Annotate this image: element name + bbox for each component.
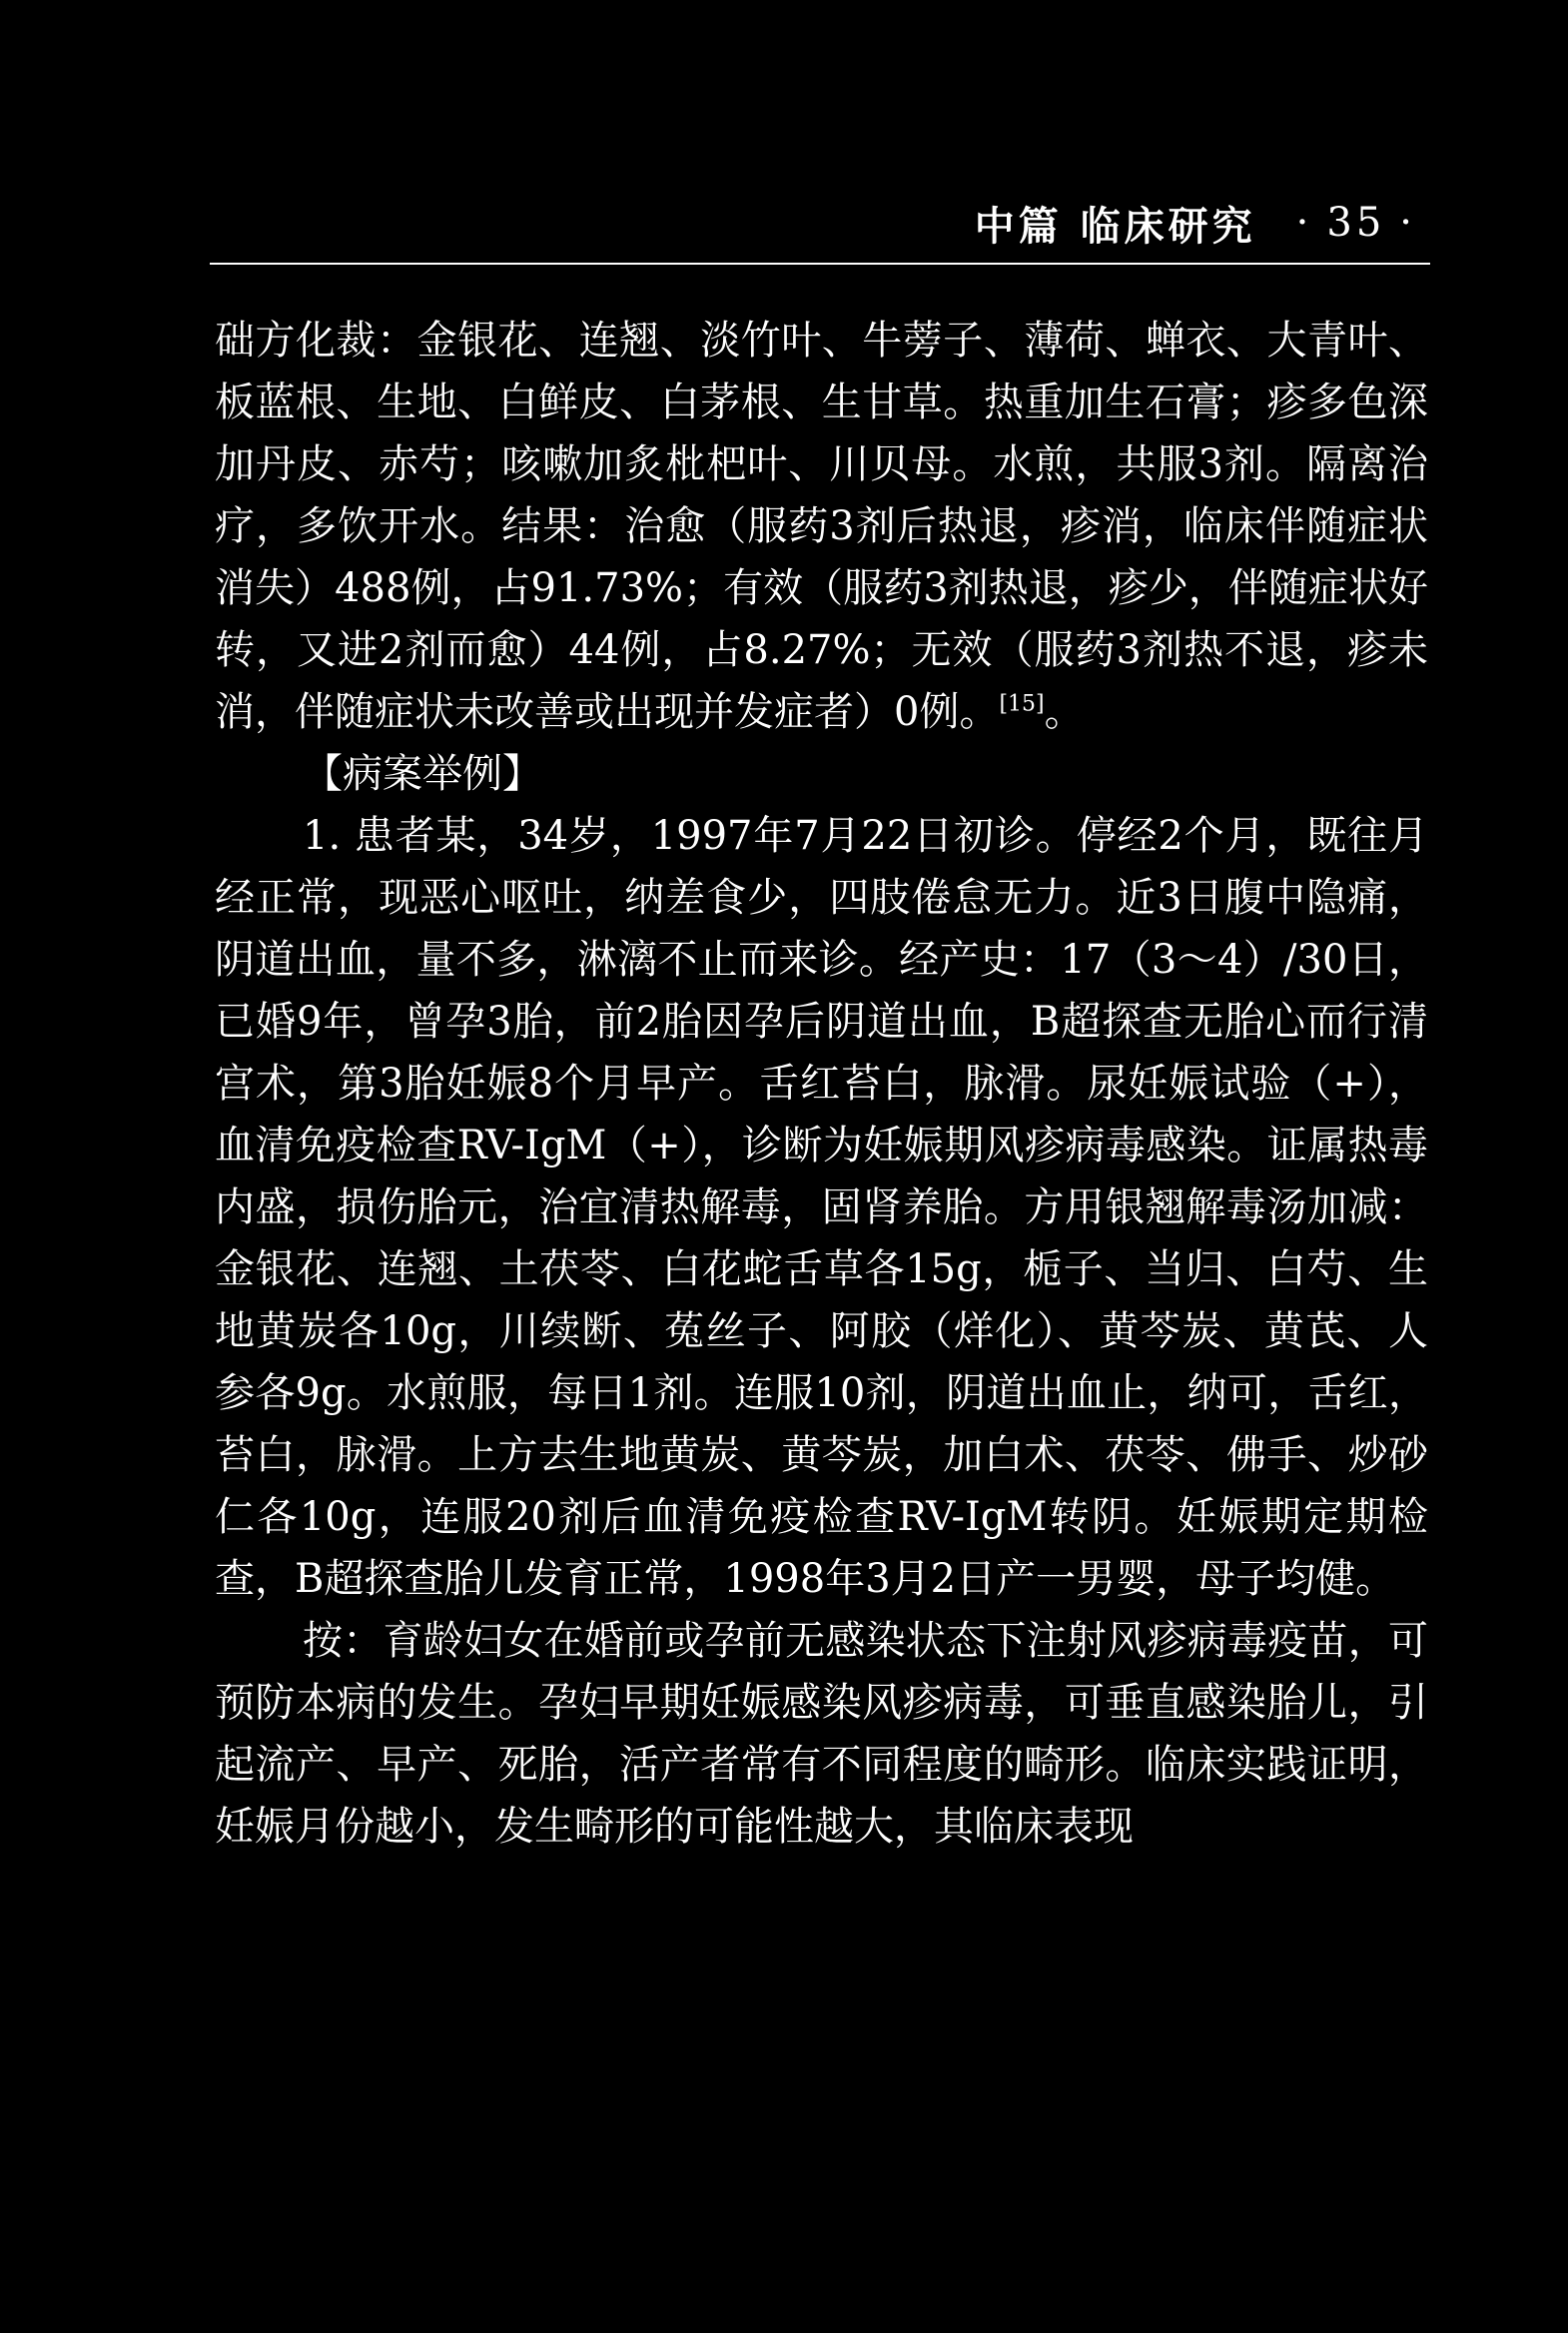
header-rule: [210, 263, 1430, 265]
header-dot-right: ·: [1399, 200, 1416, 246]
running-header: [210, 193, 1430, 253]
paragraph-2: 1. 患者某，34岁，1997年7月22日初诊。停经2个月，既往月经正常，现恶心呕吐，纳差食少，四肢倦怠无力。近3日腹中隐痛，阴道出血，量不多，淋漓不止而来诊。经产史：17（3～4）/30日，已婚9年，曾孕3胎，前2胎因孕后阴道出血，B超探查无胎心而行清宫术，第3胎妊娠8个月早产。舌红苔白，脉滑。尿妊娠试验（+），血清免疫检查RV-IgM（+），诊断为妊娠期风疹病毒感染。证属热毒内盛，损伤胎元，治宜清热解毒，固肾养胎。方用银翘解毒汤加减：金银花、连翘、土茯苓、白花蛇舌草各15g，栀子、当归、白芍、生地黄炭各10g，川续断、菟丝子、阿胶（烊化）、黄芩炭、黄芪、人参各9g。水煎服，每日1剂。连服10剂，阴道出血止，纳可，舌红，苔白，脉滑。上方去生地黄炭、黄芩炭，加白术、茯苓、佛手、炒砂仁各10g，连服20剂后血清免疫检查RV-IgM转阴。妊娠期定期检查，B超探查胎儿发育正常，1998年3月2日产一男婴，母子均健。: [215, 813, 1428, 1602]
paragraph-1-end: 。: [1044, 689, 1085, 735]
header-dot-left: ·: [1295, 200, 1313, 246]
body-text: [215, 310, 1428, 1858]
section-heading: 【病案举例】: [303, 751, 542, 797]
page-number: 35: [1326, 200, 1386, 246]
paragraph-3: 按：育龄妇女在婚前或孕前无感染状态下注射风疹病毒疫苗，可预防本病的发生。孕妇早期妊娠感染风疹病毒，可垂直感染胎儿，引起流产、早产、死胎，活产者常有不同程度的畸形。临床实践证明，妊娠月份越小，发生畸形的可能性越大，其临床表现: [215, 1618, 1428, 1850]
header-title: 中篇 临床研究: [974, 202, 1256, 250]
citation-ref: [15]: [999, 691, 1045, 717]
paragraph-1: [215, 310, 1428, 743]
paragraph-1-text: 础方化裁：金银花、连翘、淡竹叶、牛蒡子、薄荷、蝉衣、大青叶、板蓝根、生地、白鲜皮、白茅根、生甘草。热重加生石膏；疹多色深加丹皮、赤芍；咳嗽加炙枇杷叶、川贝母。水煎，共服3剂。隔离治疗，多饮开水。结果：治愈（服药3剂后热退，疹消，临床伴随症状消失）488例，占91.73%；有效（服药3剂热退，疹少，伴随症状好转，又进2剂而愈）44例，占8.27%；无效（服药3剂热不退，疹未消，伴随症状未改善或出现并发症者）0例。: [215, 318, 1428, 735]
